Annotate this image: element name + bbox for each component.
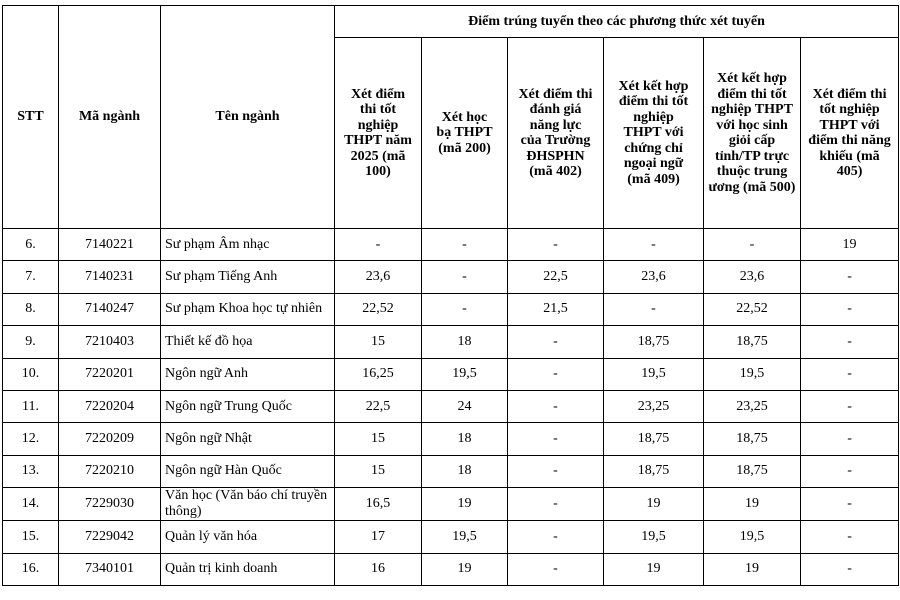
score-100-cell: 17 bbox=[335, 521, 422, 553]
stt-cell: 13. bbox=[3, 455, 59, 487]
header-method-100: Xét điểm thi tốt nghiệp THPT năm 2025 (mã 100) bbox=[335, 38, 422, 229]
score-100-cell: - bbox=[335, 229, 422, 261]
header-method-500: Xét kết hợp điểm thi tốt nghiệp THPT với học sinh giỏi cấp tỉnh/TP trực thuộc trung ương (mã 500) bbox=[704, 38, 801, 229]
code-cell: 7220204 bbox=[59, 390, 161, 422]
name-cell: Sư phạm Khoa học tự nhiên bbox=[161, 293, 335, 325]
header-methods-group: Điểm trúng tuyển theo các phương thức xét tuyển bbox=[335, 6, 899, 38]
score-409-cell: - bbox=[604, 293, 704, 325]
score-500-cell: - bbox=[704, 229, 801, 261]
score-100-cell: 15 bbox=[335, 326, 422, 358]
name-cell: Thiết kế đồ họa bbox=[161, 326, 335, 358]
score-500-cell: 19,5 bbox=[704, 521, 801, 553]
name-cell: Ngôn ngữ Hàn Quốc bbox=[161, 455, 335, 487]
name-cell: Sư phạm Âm nhạc bbox=[161, 229, 335, 261]
code-cell: 7140247 bbox=[59, 293, 161, 325]
score-409-cell: - bbox=[604, 229, 704, 261]
score-409-cell: 23,6 bbox=[604, 261, 704, 293]
table-row bbox=[3, 423, 899, 455]
score-402-cell: - bbox=[508, 358, 604, 390]
code-cell: 7140221 bbox=[59, 229, 161, 261]
name-cell: Quản lý văn hóa bbox=[161, 521, 335, 553]
score-200-cell: 19 bbox=[422, 553, 508, 585]
stt-cell: 6. bbox=[3, 229, 59, 261]
score-200-cell: 19 bbox=[422, 488, 508, 521]
score-405-cell: - bbox=[801, 390, 899, 422]
score-409-cell: 19,5 bbox=[604, 521, 704, 553]
score-100-cell: 22,52 bbox=[335, 293, 422, 325]
table-row bbox=[3, 390, 899, 422]
score-402-cell: - bbox=[508, 326, 604, 358]
score-200-cell: 18 bbox=[422, 455, 508, 487]
score-100-cell: 16 bbox=[335, 553, 422, 585]
score-402-cell: - bbox=[508, 229, 604, 261]
code-cell: 7229030 bbox=[59, 488, 161, 521]
header-method-402: Xét điểm thi đánh giá năng lực của Trường ĐHSPHN (mã 402) bbox=[508, 38, 604, 229]
score-500-cell: 19 bbox=[704, 553, 801, 585]
header-method-405: Xét điểm thi tốt nghiệp THPT với điểm thi năng khiếu (mã 405) bbox=[801, 38, 899, 229]
score-200-cell: - bbox=[422, 261, 508, 293]
score-200-cell: - bbox=[422, 293, 508, 325]
score-402-cell: - bbox=[508, 521, 604, 553]
score-402-cell: - bbox=[508, 423, 604, 455]
table-row bbox=[3, 521, 899, 553]
code-cell: 7220201 bbox=[59, 358, 161, 390]
score-500-cell: 18,75 bbox=[704, 423, 801, 455]
score-200-cell: 24 bbox=[422, 390, 508, 422]
table-row bbox=[3, 293, 899, 325]
score-402-cell: 22,5 bbox=[508, 261, 604, 293]
score-405-cell: - bbox=[801, 293, 899, 325]
score-402-cell: - bbox=[508, 553, 604, 585]
code-cell: 7340101 bbox=[59, 553, 161, 585]
score-500-cell: 18,75 bbox=[704, 455, 801, 487]
table-row bbox=[3, 455, 899, 487]
score-402-cell: - bbox=[508, 390, 604, 422]
score-409-cell: 23,25 bbox=[604, 390, 704, 422]
score-409-cell: 19 bbox=[604, 488, 704, 521]
score-409-cell: 18,75 bbox=[604, 455, 704, 487]
score-200-cell: 19,5 bbox=[422, 358, 508, 390]
score-500-cell: 22,52 bbox=[704, 293, 801, 325]
code-cell: 7220209 bbox=[59, 423, 161, 455]
score-409-cell: 19 bbox=[604, 553, 704, 585]
stt-cell: 15. bbox=[3, 521, 59, 553]
table-body bbox=[3, 229, 899, 586]
score-500-cell: 19,5 bbox=[704, 358, 801, 390]
header-method-409: Xét kết hợp điểm thi tốt nghiệp THPT với chứng chỉ ngoại ngữ (mã 409) bbox=[604, 38, 704, 229]
name-cell: Sư phạm Tiếng Anh bbox=[161, 261, 335, 293]
stt-cell: 9. bbox=[3, 326, 59, 358]
score-200-cell: 19,5 bbox=[422, 521, 508, 553]
score-100-cell: 15 bbox=[335, 455, 422, 487]
stt-cell: 16. bbox=[3, 553, 59, 585]
code-cell: 7140231 bbox=[59, 261, 161, 293]
score-500-cell: 18,75 bbox=[704, 326, 801, 358]
score-405-cell: - bbox=[801, 423, 899, 455]
table-row bbox=[3, 488, 899, 521]
score-405-cell: - bbox=[801, 261, 899, 293]
table-row bbox=[3, 358, 899, 390]
stt-cell: 11. bbox=[3, 390, 59, 422]
name-cell: Văn học (Văn báo chí truyền thông) bbox=[161, 488, 335, 521]
stt-cell: 10. bbox=[3, 358, 59, 390]
score-405-cell: 19 bbox=[801, 229, 899, 261]
stt-cell: 14. bbox=[3, 488, 59, 521]
name-cell: Quản trị kinh doanh bbox=[161, 553, 335, 585]
name-cell: Ngôn ngữ Trung Quốc bbox=[161, 390, 335, 422]
score-409-cell: 19,5 bbox=[604, 358, 704, 390]
table-header bbox=[3, 6, 899, 229]
table-row bbox=[3, 229, 899, 261]
score-200-cell: - bbox=[422, 229, 508, 261]
score-500-cell: 19 bbox=[704, 488, 801, 521]
admission-scores-table bbox=[2, 5, 899, 586]
code-cell: 7220210 bbox=[59, 455, 161, 487]
score-100-cell: 15 bbox=[335, 423, 422, 455]
table-row bbox=[3, 326, 899, 358]
score-402-cell: - bbox=[508, 488, 604, 521]
score-100-cell: 23,6 bbox=[335, 261, 422, 293]
header-method-200: Xét học bạ THPT (mã 200) bbox=[422, 38, 508, 229]
name-cell: Ngôn ngữ Nhật bbox=[161, 423, 335, 455]
score-100-cell: 16,5 bbox=[335, 488, 422, 521]
score-500-cell: 23,6 bbox=[704, 261, 801, 293]
table-row bbox=[3, 553, 899, 585]
score-405-cell: - bbox=[801, 455, 899, 487]
name-cell: Ngôn ngữ Anh bbox=[161, 358, 335, 390]
score-409-cell: 18,75 bbox=[604, 423, 704, 455]
score-200-cell: 18 bbox=[422, 326, 508, 358]
score-405-cell: - bbox=[801, 358, 899, 390]
score-100-cell: 16,25 bbox=[335, 358, 422, 390]
stt-cell: 8. bbox=[3, 293, 59, 325]
code-cell: 7210403 bbox=[59, 326, 161, 358]
score-402-cell: 21,5 bbox=[508, 293, 604, 325]
score-405-cell: - bbox=[801, 553, 899, 585]
stt-cell: 12. bbox=[3, 423, 59, 455]
header-stt: STT bbox=[3, 6, 59, 229]
code-cell: 7229042 bbox=[59, 521, 161, 553]
score-402-cell: - bbox=[508, 455, 604, 487]
header-code: Mã ngành bbox=[59, 6, 161, 229]
stt-cell: 7. bbox=[3, 261, 59, 293]
score-200-cell: 18 bbox=[422, 423, 508, 455]
table-row bbox=[3, 261, 899, 293]
score-405-cell: - bbox=[801, 521, 899, 553]
score-409-cell: 18,75 bbox=[604, 326, 704, 358]
score-405-cell: - bbox=[801, 488, 899, 521]
header-name: Tên ngành bbox=[161, 6, 335, 229]
score-500-cell: 23,25 bbox=[704, 390, 801, 422]
score-100-cell: 22,5 bbox=[335, 390, 422, 422]
score-405-cell: - bbox=[801, 326, 899, 358]
